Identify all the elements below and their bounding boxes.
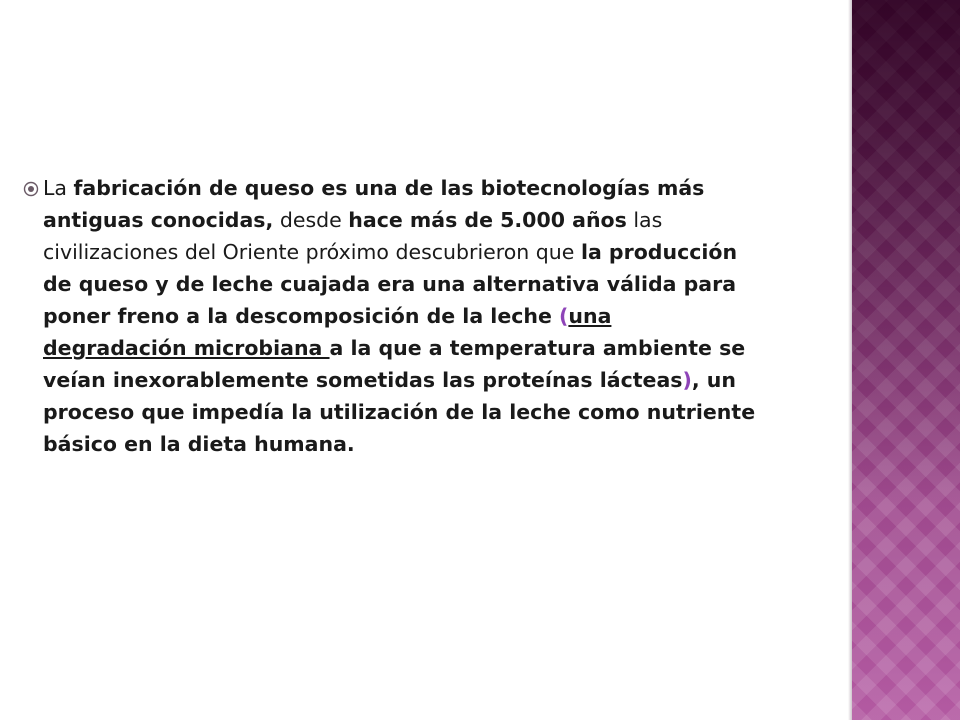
text-run: desde (273, 208, 349, 232)
parenthesis-open: ( (559, 304, 569, 328)
text-run-bold: fabricación de queso es una de las biotecnologías más antiguas conocidas, (43, 176, 705, 232)
decorative-side-band (852, 0, 960, 720)
paragraph-text (43, 172, 759, 460)
circled-dot-bullet-icon (22, 180, 40, 198)
text-run: La (43, 176, 74, 200)
text-run: las civilizaciones del Oriente próximo descubrieron que (43, 208, 663, 264)
parenthesis-close: ) (682, 368, 692, 392)
slide-content (22, 172, 762, 460)
text-run-bold: la producción de queso y de leche cuajada era una alternativa válida para poner freno a la descomposición de la leche (43, 240, 738, 328)
text-run-underlined: una degradación microbiana (43, 304, 612, 360)
text-run-bold: a la que a temperatura ambiente se veían inexorablemente sometidas las proteínas lácteas (43, 336, 746, 392)
bullet-item (22, 172, 762, 460)
text-run-bold: , un proceso que impedía la utilización de la leche como nutriente básico en la dieta humana. (43, 368, 756, 456)
text-run-bold: hace más de 5.000 años (348, 208, 627, 232)
